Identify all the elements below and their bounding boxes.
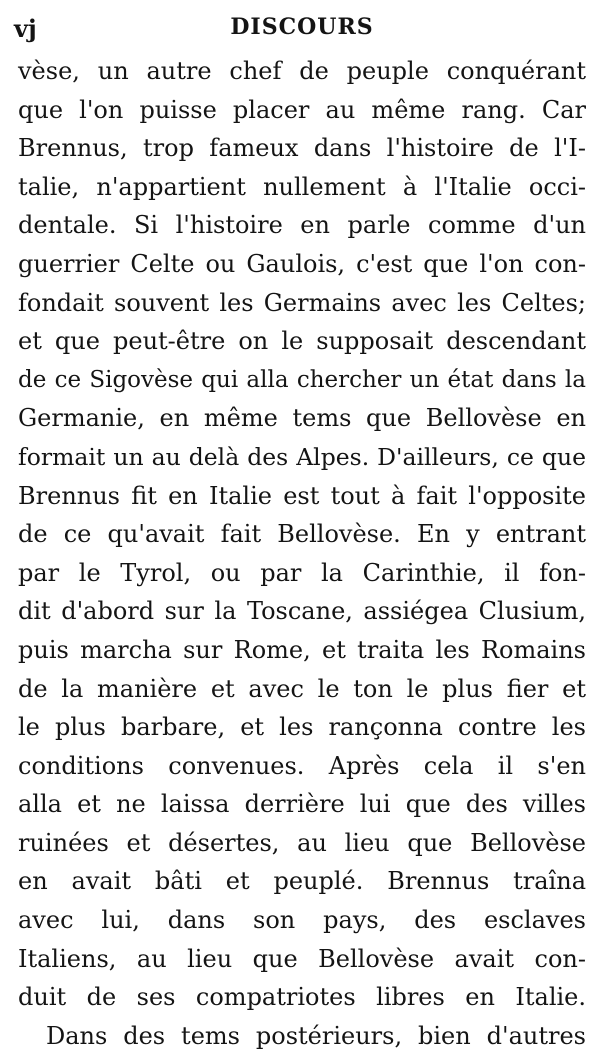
text-line: guerrier Celte ou Gaulois, c'est que l'on con- <box>18 249 586 278</box>
text-line-new-paragraph: Dans des tems postérieurs, bien d'autres <box>46 1021 586 1050</box>
text-line: alla et ne laissa derrière lui que des villes <box>18 790 586 819</box>
text-line: en avait bâti et peuplé. Brennus traîna <box>18 867 586 896</box>
text-line: Italiens, au lieu que Bellovèse avait con- <box>18 944 586 973</box>
text-line: avec lui, dans son pays, des esclaves <box>18 906 586 935</box>
text-line: fondait souvent les Germains avec les Celtes; <box>18 288 586 317</box>
text-line: de ce qu'avait fait Bellovèse. En y entrant <box>18 520 586 549</box>
text-line: et que peut-être on le supposait descendant <box>18 327 586 356</box>
text-line: puis marcha sur Rome, et traita les Romains <box>18 635 586 664</box>
body-text <box>18 52 586 1055</box>
page-header <box>14 8 590 48</box>
text-line: formait un au delà des Alpes. D'ailleurs, ce que <box>18 442 586 471</box>
text-line: Brennus, trop fameux dans l'histoire de l'I- <box>18 134 586 163</box>
text-line: ruinées et désertes, au lieu que Bellovèse <box>18 828 586 857</box>
text-line: de ce Sigovèse qui alla chercher un état dans la <box>18 366 586 393</box>
text-line: duit de ses compatriotes libres en Italie. <box>18 983 586 1012</box>
text-line: dentale. Si l'histoire en parle comme d'un <box>18 211 586 240</box>
text-line: de la manière et avec le ton le plus fier et <box>18 674 586 703</box>
running-title: DISCOURS <box>230 14 374 40</box>
text-line: vèse, un autre chef de peuple conquérant <box>18 57 586 85</box>
text-line: conditions convenues. Après cela il s'en <box>18 751 586 780</box>
page-number: vj <box>14 14 37 43</box>
text-line: par le Tyrol, ou par la Carinthie, il fon- <box>18 558 586 587</box>
text-line: talie, n'appartient nullement à l'Italie occi- <box>18 172 586 201</box>
text-line: dit d'abord sur la Toscane, assiégea Clusium, <box>18 597 586 626</box>
text-line: que l'on puisse placer au même rang. Car <box>18 95 586 124</box>
text-line: Brennus fit en Italie est tout à fait l'opposite <box>18 481 586 510</box>
text-line: le plus barbare, et les rançonna contre les <box>18 713 586 742</box>
text-line: Germanie, en même tems que Bellovèse en <box>18 404 586 433</box>
